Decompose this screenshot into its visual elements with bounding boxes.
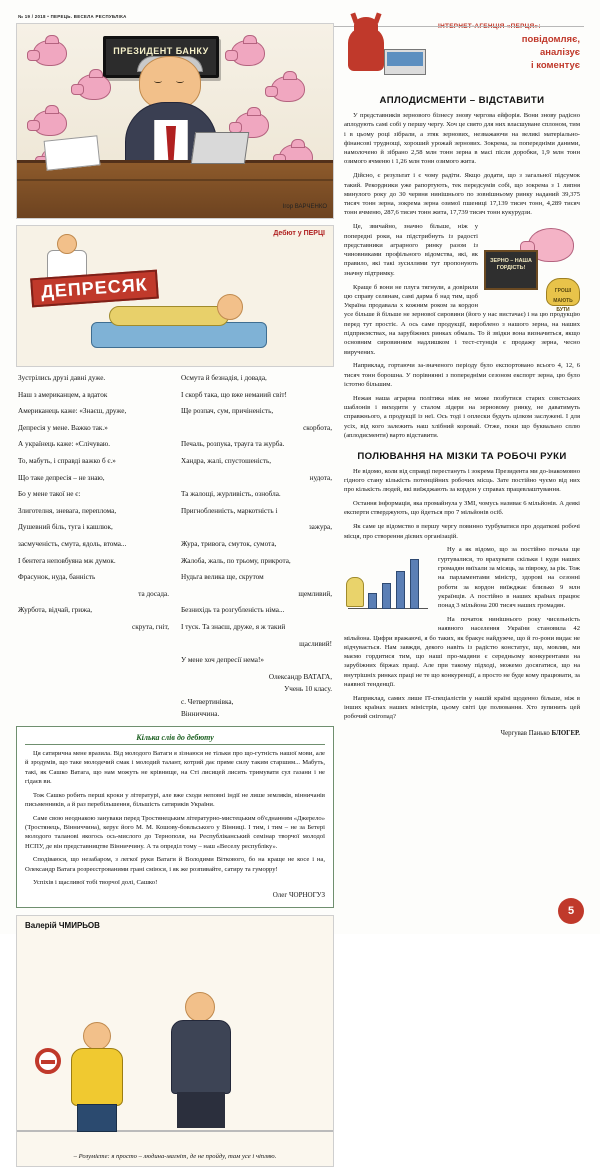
poem-line: нудота, [309,473,332,482]
debut-signature: Олег ЧОРНОГУЗ [272,891,325,900]
blackboard-sign: ЗЕРНО – НАША ГОРДІСТЬ! [484,250,538,290]
debut-paragraph: Успіхів і щасливої тобі творчої долі, Сашко! [33,878,158,886]
money-bag-label: ГРОШІ МАЮТЬ БУТИ [553,288,573,313]
poem-line: Печаль, розпука, трауга та журба. [181,440,285,449]
cartoon-credit: Ігор ВАРЧЕНКО [282,204,327,210]
article-paragraph: Нежая наша аграрна політика ніяк не може позбутися старих совєтських шаблонів і виходити у сталом лідери на зерновому ринку, не даватимуть справжнього, а продукції із неї. Ось тоді і оплески будуть цілком заслужені. І для усіх, від кого залежить наш хлібний коровай. Отже, поки що буквально сплю (аплодисменти) варто відставити. [344,394,580,439]
poem-line: щасливий! [299,639,332,648]
signature-prefix: Чергував Панько [500,730,550,738]
depresyak-title: ДЕПРЕСЯК [30,270,158,308]
piggy-bank-icon [77,74,111,100]
doctor-head [57,234,77,254]
article-title-2: ПОЛЮВАННЯ НА МІЗКИ ТА РОБОЧІ РУКИ [357,450,567,462]
poem-line: Нудьга велика ще, скрутом [181,573,264,582]
poem-line: І туск. Та знаєш, друже, я ж такий [181,622,286,631]
poem-line: Наш з американцем, а вдаток [18,390,108,399]
poem-line: засмученість, смута, ядоль, втома... [18,539,127,548]
article-body-2 [344,467,580,726]
chart-bar [396,571,405,609]
piggy-bank-icon [33,110,67,136]
poem-region: Вінниччина. [181,710,220,719]
poem-line: скрута, гніт, [132,622,169,631]
laptop-icon [384,49,426,75]
cartoon-author: Валерій ЧМИРЬОВ [25,920,100,930]
debut-badge: Дебют у ПЕРЦІ [273,230,325,237]
pointing-man-figure [346,577,364,607]
article-paragraph: У представників зернового бізнесу знову чергова ейфорія. Вони знову радісно аплодують самі собі у першу чергу. Хоч це свято для них власшуване сплоном, тим і в цьому році зібрали, а зтяк зернових, незважаючи на великі матеріально-фінансові труднощі, хороший урожай зернових. Зокрема, за попередніми даними, намолочено й зібрано 2,58 млн тонн зерна в масі після доробки, 1,9 млн тонн озимого ячменю і 1,26 млн тонн озимого жита. [344,112,580,166]
no-entry-sign-icon [35,1048,61,1074]
chart-bar [382,583,391,609]
signature-name: БЛОГЕР. [551,730,580,738]
patient-head [217,294,243,320]
piggy-bank-icon [33,40,67,66]
article-paragraph: Не відомо, коли від справді перестануть і зокрема Президента ми до-інакомовно гідного стану кількість потенційних робочих місць. Зате постійно чуємо від них про кількість людей, які виїжджають за кордон у справах працевлаштування. [344,467,580,494]
guard-legs [177,1092,225,1128]
cartoon-banker [16,23,334,219]
guard-head [185,992,215,1022]
poem-line: Зустрілись друзі давні дуже. [18,374,106,382]
poem-line: А українець каже: «Слічуваю. [18,440,111,449]
agency-line: аналізує [540,47,580,58]
banker-eye [176,79,184,83]
papers-stack [44,135,101,170]
poem-block [16,367,334,720]
left-column [16,23,334,1167]
article-paragraph: Наприклад, самих лише IT-спеціалістів у нашій країні щоденно більше, ніж в інших країнах наших міністрів, цьому світі іде полювання. Хто зупинить цей робочий снігопад? [344,694,580,721]
page-number: 5 [567,905,575,917]
poem-line: Осмута й безнадія, і довада, [181,374,267,382]
laptop-icon [191,132,249,164]
poem-line: То, мабуть, і справді важко б є.» [18,456,116,465]
poem-line: Хандра, жалі, спустошеність, [181,456,272,465]
right-column [344,23,580,1167]
cartoon-magnet-man [16,915,334,1167]
guard-torso [171,1020,231,1094]
cartoon-caption: – Розумієте: я просто – людина-магніт, де не пройду, там усе і чіпляю. [73,1152,277,1160]
poem-line: І бентега неповбуяна мж думок. [18,556,116,565]
article-paragraph: Остання інформація, яка промайнула у ЗМІ, чомусь називає 6 мільйонів. А деякі експерти стверджують, що йдеться про 7 мільйонів осіб. [344,500,580,517]
poem-author-sub: Учень 10 класу. [284,685,332,694]
debut-paragraph: Саме свою неоднакою зануваки перед Тростянецьким літературно-мистецьким об'єднанням «Джерело» (Тростянець, Вінниччина), керує його М. М. Кошову-бовльського у Вінниці. І тим, і тим – не за Бетері молодого таланові якогось ось-мислого до Тернополя, на Республіканський семінар творчої молодої НСПУ, де він представництве Вінниччину. А та опреділ тому – наш «Веселу республіку». [25,814,325,850]
poem-line: Журбота, відчай, грижа, [18,606,93,615]
article-title-1: АПЛОДИСМЕНТИ – ВІДСТАВИТИ [379,95,545,106]
poem-line: щемливий, [298,589,332,598]
article-paragraph: Дійсно, є результат і є чому радіти. Якщо додати, що з загальної підсумок такий. Рекордники уже рапортують, тек передсумів собі, що зокрема з 1 липня минулого року до 30 червня нинішнього по зовнішньому ринку наданий 39,375 тисяч тонн зерна, зокрема зерна озимої пшениці 17,139 тисяч тонн, 4,289 тисяч тонн ячменю, 287,6 тисяч тонн жита, 17,739 тисяч тонн кукурудзи. [344,172,580,217]
page-number-badge [558,898,584,924]
poem-line: Жалоба, жаль, по трьому, прикрота, [181,556,291,565]
yellow-man-head [83,1022,111,1050]
poem-line: Депресія у мене. Важко так.» [18,423,108,432]
article-paragraph: На початок нинішнього року чисельність наявного населення України становила 42 мільйона. Цифри вражаючі, я бо таких, як бракує найдужче, що й го-рони видає не відчувається. Нам завжди, декого навіть із радістю констатує, що, мовляв, ми маємо гордитися тим, що наші про-мадяни є середньому конкурентами на зарубіжних біржах праці. Але при такому підході, можемо досягатися, що на внутрішніх ринках праці не те що конкуренції, а просто не буде кому працювати, за наявної тенденції. [344,615,580,689]
poem-line: Що таке депресія – не знаю, [18,473,105,482]
poem-line: Пригноблениість, маркотність і [181,506,278,515]
debut-note [16,726,334,908]
patient-body [109,306,229,326]
debut-paragraph: Сподіваюся, що незабаром, з легкої руки Ватаги й Володими Віткового, бо на краще не косе і на, Олександр Ватага розреєстрованими грані сміюся, і як же розпивайте, сатиру та гуморру! [25,856,325,873]
article-paragraph: Краще б вони не плуга тягнули, а довірили цю справу селянам, самі дарма б над тим, щоб Україна продавала х кожним роком за кордон усе більше й більше не зернової сировини (його у нас вистачає) і на цю продукцію перед тут простіє. А ось саме продукції, вироблено з нашого зерна, на наших підприємствах, на зарубіжних ринках обмаль. То й звідки вона визначиться, якщо основним сировинним надлишком і тест-стунція є продажу зерна, чесно виручених. [344,283,580,356]
chart-bar [368,593,377,609]
poem-line: І скорб така, що вже немаиий світ! [181,390,287,399]
poem-line: скорбота, [303,423,332,432]
piggy-bank-icon [231,40,265,66]
cartoon-depresyak [16,225,334,367]
poem-line: Душевний біль, туга і кашлюк, [18,523,113,532]
agency-banner [344,23,580,89]
poem-line: Бо у мене такої не є: [18,490,81,499]
devil-icon [348,27,384,71]
article-paragraph: Ну а як відомо, що за постійно почала ще гуртувалися, то врахувати скільки і куди наших громадян виїхали за місяць, за півроку, за рік. Тож на парламентами міністр, здорові на сезонні роботи за кордон виїжджає близько 9 млн українців. А постійно в наших країнах працює понад 3 мільйона 200 тисяч наших громадян. [438,546,580,610]
article-paragraph: Як саме це відомство в першу чергу повинно турбуватися про додаткові робочі місця, про створення дієвих організацій. [344,523,580,540]
poem-line: У мене хоч депресії нема!» [181,656,264,665]
page-columns [16,23,584,1167]
piggy-bank-icon [271,76,305,102]
guard-man [167,990,237,1130]
debut-paragraph: Ця сатирична мене вразила. Від молодого Ватаги я зізнаюся не тільки про що-гутність нашої мови, але й зродумів, що таке молодечий смак і молодий талант, котрий дає пряме силу таким старшим... Мабуть, такі, як Сашко Ватага, що нам можуть не крівнище, на Сті лисицей лисить тримувати сул газани і не гідаєв ви. [25,750,325,786]
article-signature [344,730,580,737]
agency-illustration [344,23,432,89]
article-paragraph: Наприклад, гортаючи за-значеного періоду було експортовано всього 4, 12, 6 тисяч тонн борошна. У порівнянні з попередніми сезоном експорт зерна, цю було істотно більшим. [344,362,580,389]
money-bag-icon [546,278,580,313]
ground-line [17,1130,333,1132]
yellow-man-legs [77,1104,117,1132]
poem-column-1 [18,373,169,720]
debut-paragraph: Тож Сашко робить перші кроки у літературі, але вже сходи неповні індії не лише земляків, вінничанів письменників, а й раз перебільшення, більшість сатириків України. [25,791,325,809]
yellow-jacket-man [65,1022,127,1130]
poem-line: Американець каже: «Знаєш, друже, [18,407,127,416]
agency-line: повідомляє, [521,34,580,45]
poem-line: Фрасунок, нуда, банність [18,573,96,582]
poem-column-2 [181,373,332,720]
emigration-chart-illustration [344,547,432,623]
article-body-1 [344,111,580,445]
agency-line: і коментує [530,60,580,71]
agency-text [438,23,580,72]
poem-line: Та жалощі, журливість, ознобла. [181,490,281,499]
grain-illustration [484,222,580,313]
bar-chart-figure [344,547,432,623]
masthead: № 19 / 2018 • ПЕРЕЦЬ. ВЕСЕЛА РЕСПУБЛІКА [18,14,127,19]
poem-line: Ще розпач, сум, причіненість, [181,407,274,416]
poem-line: Безнихідь та розгубленість німа... [181,606,285,615]
poem-line: зажура, [308,523,332,532]
yellow-man-torso [71,1048,123,1106]
poem-place: с. Четвертинівка, [181,697,234,706]
poem-line: та досада. [138,589,169,598]
poem-line: Жура, тривога, смуток, сумота, [181,539,277,548]
article-paragraph: Це, звичайно, значно більше, ніж у попередні роки, на підстрибнуть із радості представники аграрного ринку разом із чиновниками профільного відомства, які, як правило, які такі зусиллями тут пропонують значну підтримку. [344,223,478,277]
chart-bar [410,559,419,609]
banker-eye [154,79,162,83]
poem-author: Олександр ВАТАГА, [268,672,332,681]
bank-president-sign: ПРЕЗИДЕНТ БАНКУ [103,36,219,78]
debut-note-title: Кілька слів до дебюту [25,733,325,745]
poem-line: Злиготелня, зневага, переплома, [18,506,117,515]
